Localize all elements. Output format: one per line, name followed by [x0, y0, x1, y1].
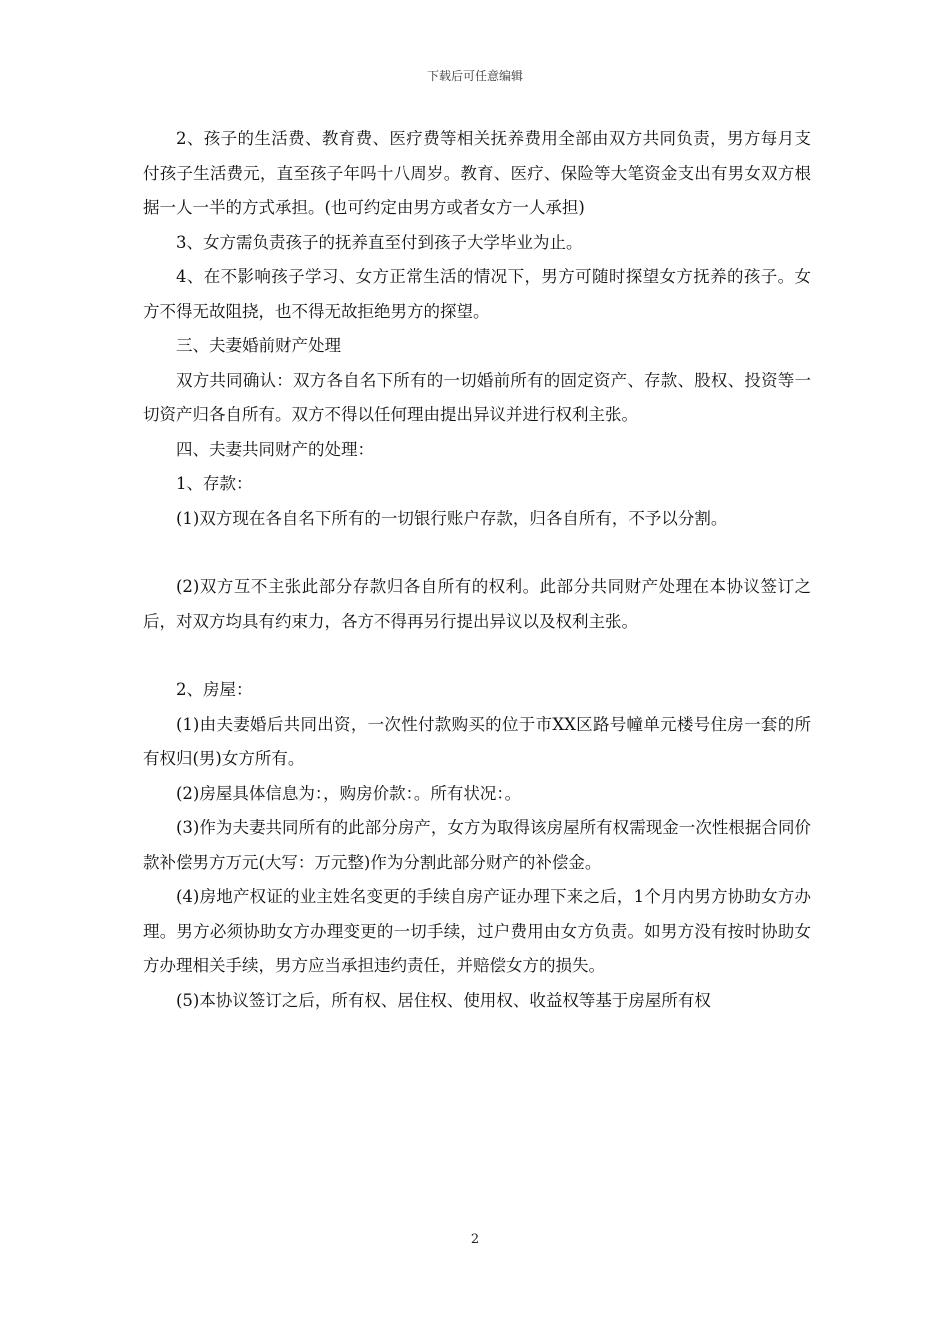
page-number: 2 — [470, 1232, 480, 1247]
document-body — [143, 122, 811, 1018]
paragraph-house-1: (1)由夫妻婚后共同出资，一次性付款购买的位于市XX区路号幢单元楼号住房一套的所有权归(男)女方所有。 — [143, 714, 811, 768]
paragraph-house-5: (5)本协议签订之后，所有权、居住权、使用权、收益权等基于房屋所有权 — [176, 990, 711, 1010]
paragraph-house-4: (4)房地产权证的业主姓名变更的手续自房产证办理下来之后，1个月内男方协助女方办理。男方必须协助女方办理变更的一切手续，过户费用由女方负责。如男方没有按时协助女方办理相关手续，男方应当承担违约责任，并赔偿女方的损失。 — [143, 887, 811, 975]
paragraph-child-support: 2、孩子的生活费、教育费、医疗费等相关抚养费用全部由双方共同负责，男方每月支付孩子生活费元，直至孩子年吗十八周岁。教育、医疗、保险等大笔资金支出有男女双方根据一人一半的方式承担。(也可约定由男方或者女方一人承担) — [143, 129, 811, 217]
section-heading-premarital-property: 三、夫妻婚前财产处理 — [176, 336, 341, 355]
paragraph-deposits-2: (2)双方互不主张此部分存款归各自所有的权利。此部分共同财产处理在本协议签订之后，对双方均具有约束力，各方不得再另行提出异议以及权利主张。 — [143, 577, 811, 631]
subheading-deposits: 1、存款： — [176, 474, 253, 493]
paragraph-mother-custody: 3、女方需负责孩子的抚养直至付到孩子大学毕业为止。 — [176, 232, 583, 252]
section-heading-joint-property: 四、夫妻共同财产的处理： — [176, 439, 374, 459]
paragraph-premarital-confirmation: 双方共同确认：双方各自名下所有的一切婚前所有的固定资产、存款、股权、投资等一切资产归各自所有。双方不得以任何理由提出异议并进行权利主张。 — [143, 370, 811, 424]
paragraph-visitation: 4、在不影响孩子学习、女方正常生活的情况下，男方可随时探望女方抚养的孩子。女方不得无故阻挠，也不得无故拒绝男方的探望。 — [143, 267, 811, 321]
paragraph-deposits-1: (1)双方现在各自名下所有的一切银行账户存款，归各自所有，不予以分割。 — [176, 508, 728, 528]
paragraph-house-2: (2)房屋具体信息为：，购房价款：。所有状况：。 — [176, 783, 522, 803]
page-header: 下载后可任意编辑 — [426, 69, 523, 83]
subheading-house: 2、房屋： — [176, 680, 253, 699]
paragraph-house-3: (3)作为夫妻共同所有的此部分房产，女方为取得该房屋所有权需现金一次性根据合同价款补偿男方万元(大写：万元整)作为分割此部分财产的补偿金。 — [143, 818, 811, 872]
